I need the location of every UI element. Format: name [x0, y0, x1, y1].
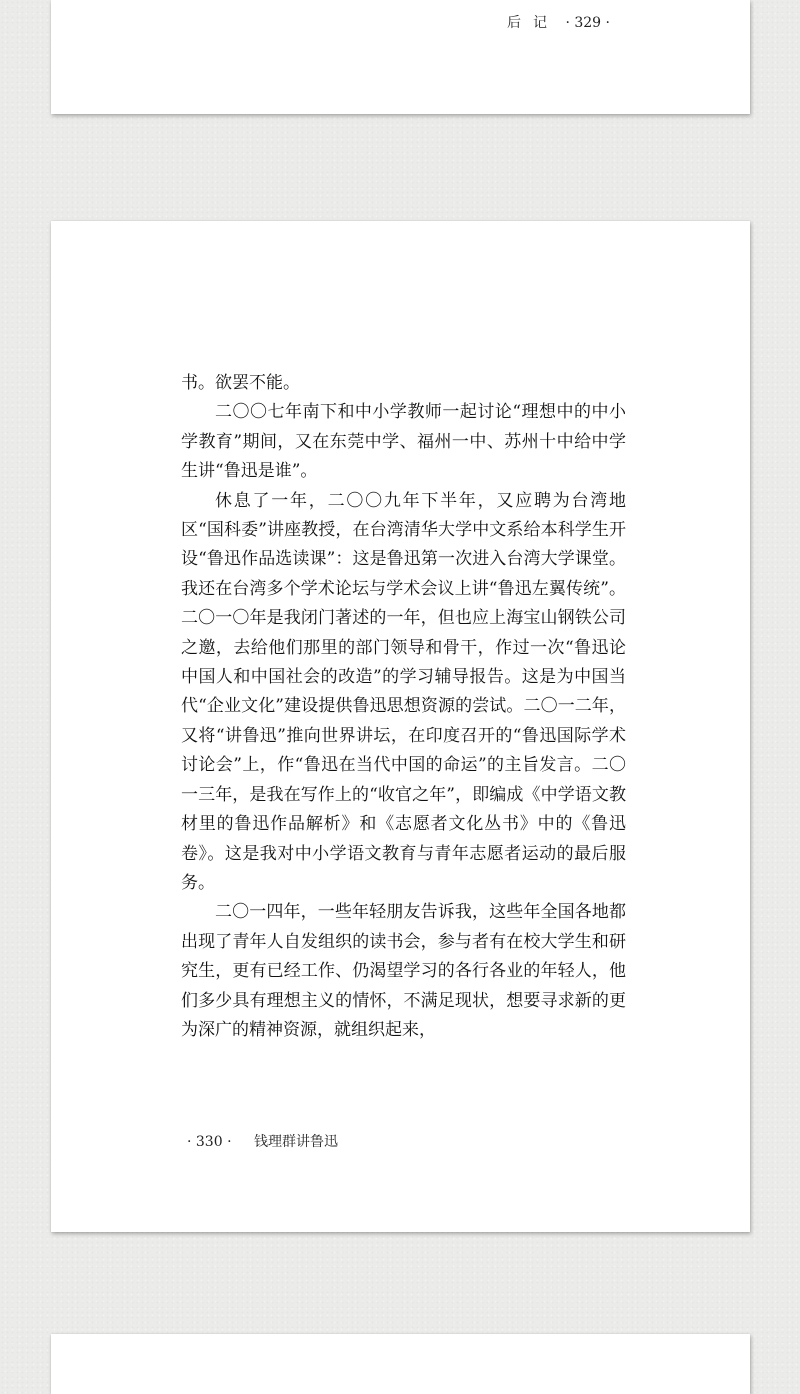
paragraph: 休息了一年，二〇〇九年下半年，又应聘为台湾地区“国科委”讲座教授，在台湾清华大学中文系给本科学生开设“鲁迅作品选读课”：这是鲁迅第一次进入台湾大学课堂。我还在台湾多个学术论坛与学术会议上讲“鲁迅左翼传统”。二〇一〇年是我闭门著述的一年，但也应上海宝山钢铁公司之邀，去给他们那里的部门领导和骨干，作过一次“鲁迅论中国人和中国社会的改造”的学习辅导报告。这是为中国当代“企业文化”建设提供鲁迅思想资源的尝试。二〇一二年，又将“讲鲁迅”推向世界讲坛，在印度召开的“鲁迅国际学术讨论会”上，作“鲁迅在当代中国的命运”的主旨发言。二〇一三年，是我在写作上的“收官之年”，即编成《中学语文教材里的鲁迅作品解析》和《志愿者文化丛书》中的《鲁迅卷》。这是我对中小学语文教育与青年志愿者运动的最后服务。 [181, 490, 626, 893]
previous-page [51, 0, 750, 114]
running-title: 后记 [507, 15, 559, 31]
page-footer [187, 1131, 338, 1151]
paragraph: 书。欲罢不能。 [181, 373, 300, 393]
footer-page-number: · 330 · [187, 1134, 232, 1150]
paragraph: 二〇〇七年南下和中小学教师一起讨论“理想中的中小学教育”期间，又在东莞中学、福州一中、苏州十中给中学生讲“鲁迅是谁”。 [181, 402, 626, 482]
footer-book-title: 钱理群讲鲁迅 [253, 1134, 338, 1150]
paragraph: 二〇一四年，一些年轻朋友告诉我，这些年全国各地都出现了青年人自发组织的读书会，参与者有在校大学生和研究生，更有已经工作、仍渴望学习的各行各业的年轻人，他们多少具有理想主义的情怀，不满足现状，想要寻求新的更为深广的精神资源，就组织起来， [181, 902, 626, 1040]
page-number: · 329 · [565, 15, 610, 31]
next-page [51, 1334, 750, 1394]
page-body [181, 369, 626, 1045]
running-header [507, 12, 610, 32]
book-page [51, 221, 750, 1232]
